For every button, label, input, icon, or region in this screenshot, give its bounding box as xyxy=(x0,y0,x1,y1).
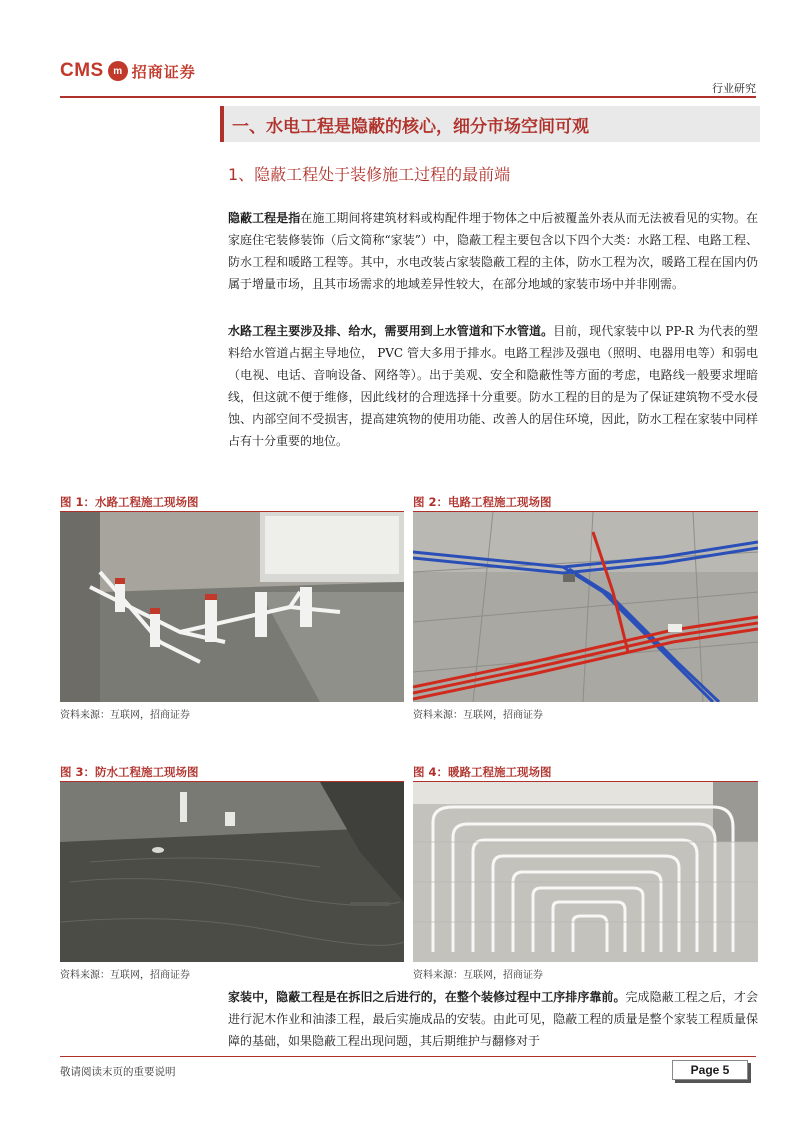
body-paragraph-1 xyxy=(228,207,758,295)
figure-2-title: 图 2：电路工程施工现场图 xyxy=(413,495,552,509)
footer-divider xyxy=(60,1056,756,1057)
disclaimer-note: 敬请阅读末页的重要说明 xyxy=(60,1066,176,1078)
header-divider xyxy=(60,96,756,98)
subsection-title: 1、隐蔽工程处于装修施工过程的最前端 xyxy=(228,165,511,184)
page-number-badge: Page 5 xyxy=(672,1060,748,1080)
figure-2-image xyxy=(413,512,758,702)
report-type-label: 行业研究 xyxy=(712,82,756,95)
figure-4-image xyxy=(413,782,758,962)
figure-1-title: 图 1：水路工程施工现场图 xyxy=(60,495,199,509)
figure-3-title: 图 3：防水工程施工现场图 xyxy=(60,765,199,779)
logo-latin: CMS xyxy=(60,60,104,81)
paragraph-lead: 水路工程主要涉及排、给水，需要用到上水管道和下水管道。 xyxy=(228,324,554,338)
logo-chinese-name: 招商证券 xyxy=(131,62,196,81)
figure-1-image xyxy=(60,512,404,702)
paragraph-text: 目前，现代家装中以 PP-R 为代表的塑料给水管道占据主导地位， PVC 管大多用于排水。电路工程涉及强电（照明、电器用电等）和弱电（电视、电话、音响设备、网络等）。出于美观、安全和隐蔽性等方面的考虑，电路线一般要求埋暗线，但这就不便于维修，因此线材的合理选择十分重要。防水工程的目的是为了保证建筑物不受水侵蚀、内部空间不受损害，提高建筑物的使用功能、改善人的居住环境，因此，防水工程在家装中同样占有十分重要的地位。 xyxy=(228,324,758,448)
paragraph-lead: 隐蔽工程是指 xyxy=(228,211,301,225)
paragraph-lead: 家装中，隐蔽工程是在拆旧之后进行的，在整个装修过程中工序排序靠前。 xyxy=(228,990,626,1004)
section-heading-bar xyxy=(220,106,760,142)
figure-3-image xyxy=(60,782,404,962)
paragraph-text: 在施工期间将建筑材料或构配件埋于物体之中后被覆盖外表从而无法被看见的实物。在家庭住宅装修装饰（后文简称“家装”）中，隐蔽工程主要包含以下四个大类：水路工程、电路工程、防水工程和暖路工程等。其中，水电改装占家装隐蔽工程的主体，防水工程为次，暖路工程在国内仍属于增量市场，且其市场需求的地域差异性较大，在部分地域的家装市场中并非刚需。 xyxy=(228,211,758,291)
paragraph-text: 完成隐蔽工程之后，才会进行泥木作业和油漆工程，最后实施成品的安装。由此可见，隐蔽工程的质量是整个家装工程质量保障的基础，如果隐蔽工程出现问题，其后期维护与翻修对于 xyxy=(228,990,758,1048)
company-logo xyxy=(60,60,196,82)
logo-mark-icon: m xyxy=(108,61,128,81)
figure-3-source: 资料来源：互联网，招商证券 xyxy=(60,970,190,981)
section-title: 一、水电工程是隐蔽的核心，细分市场空间可观 xyxy=(232,116,589,137)
body-paragraph-2 xyxy=(228,320,758,452)
figure-4-source: 资料来源：互联网，招商证券 xyxy=(413,970,543,981)
figure-4-title: 图 4：暖路工程施工现场图 xyxy=(413,765,552,779)
figure-2-source: 资料来源：互联网，招商证券 xyxy=(413,710,543,721)
body-paragraph-3 xyxy=(228,986,758,1052)
figure-1-source: 资料来源：互联网，招商证券 xyxy=(60,710,190,721)
